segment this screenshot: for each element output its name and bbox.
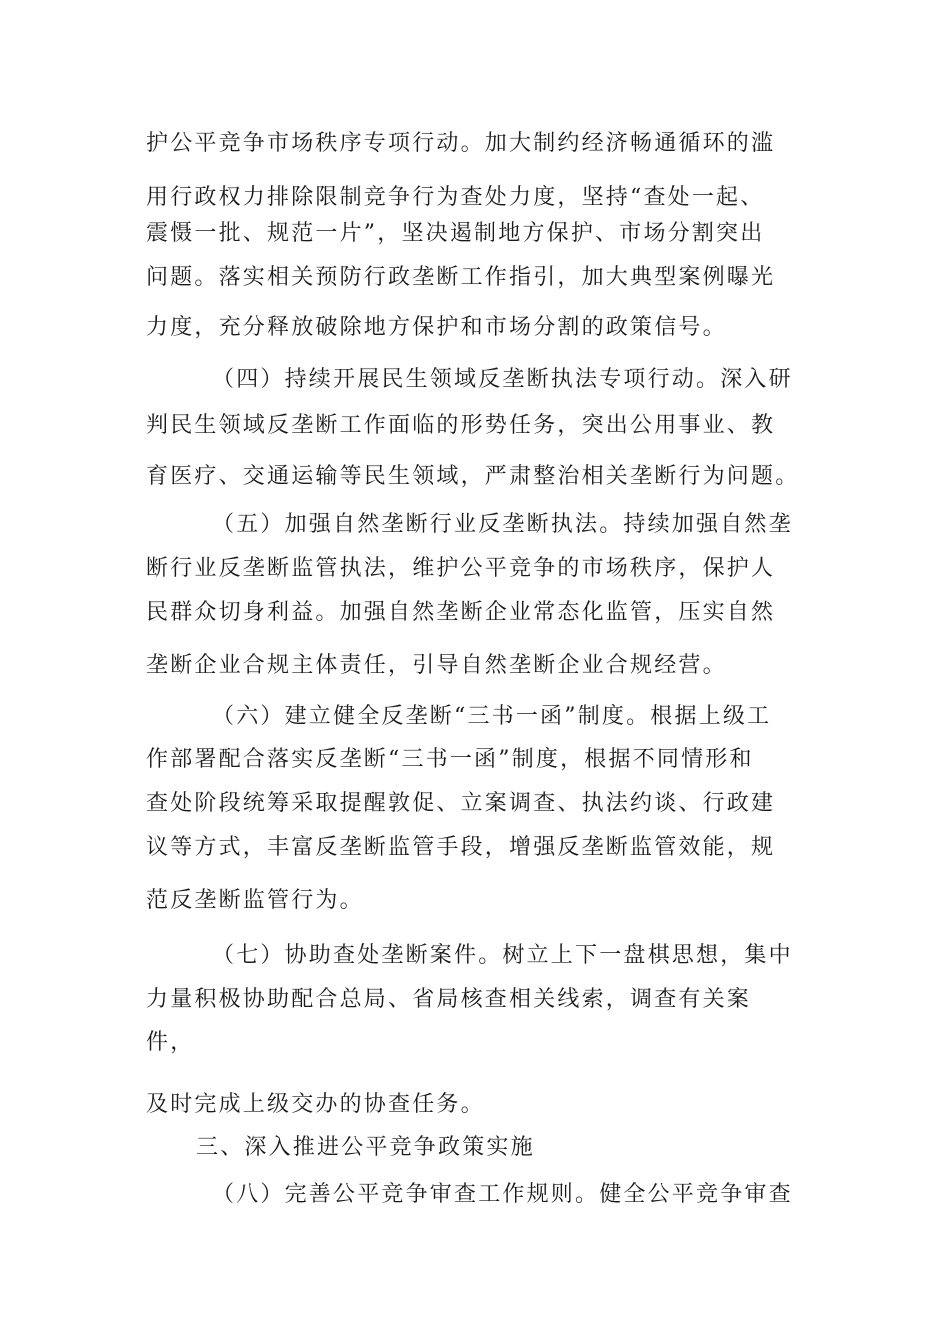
paragraph-line: 用行政权力排除限制竞争行为查处力度，坚持“查处一起、 — [146, 185, 765, 210]
paragraph-line: （八）完善公平竞争审查工作规则。健全公平竞争审查 — [212, 1182, 793, 1207]
section-heading: 三、深入推进公平竞争政策实施 — [196, 1135, 535, 1160]
paragraph-line: 范反垄断监管行为。 — [146, 888, 364, 913]
paragraph-line: 护公平竞争市场秩序专项行动。加大制约经济畅通循环的滥 — [146, 131, 776, 156]
paragraph-line: 断行业反垄断监管执法，维护公平竞争的市场秩序，保护人 — [146, 556, 776, 581]
paragraph-line: 判民生领域反垄断工作面临的形势任务，突出公用事业、教 — [146, 413, 776, 438]
paragraph-line: 力度，充分释放破除地方保护和市场分割的政策信号。 — [146, 315, 727, 340]
paragraph-line: （五）加强自然垄断行业反垄断执法。持续加强自然垄 — [212, 512, 793, 537]
paragraph-line: 查处阶段统筹采取提醒敦促、立案调查、执法约谈、行政建 — [146, 791, 776, 816]
paragraph-line: 垄断企业合规主体责任，引导自然垄断企业合规经营。 — [146, 653, 727, 678]
paragraph-line: 育医疗、交通运输等民生领域，严肃整治相关垄断行为问题。 — [146, 464, 800, 489]
paragraph-line: 及时完成上级交办的协查任务。 — [146, 1092, 485, 1117]
paragraph-line: （七）协助查处垄断案件。树立上下一盘棋思想，集中 — [212, 943, 793, 968]
paragraph-line: 问题。落实相关预防行政垄断工作指引，加大典型案例曝光 — [146, 265, 776, 290]
paragraph-line: 力量积极协助配合总局、省局核查相关线索，调查有关案 — [146, 987, 752, 1012]
paragraph-line: 民群众切身利益。加强自然垄断企业常态化监管，压实自然 — [146, 600, 776, 625]
paragraph-line: （六）建立健全反垄断“三书一函”制度。根据上级工 — [212, 704, 772, 729]
paragraph-line: （四）持续开展民生领域反垄断执法专项行动。深入研 — [212, 367, 793, 392]
paragraph-line: 议等方式，丰富反垄断监管手段，增强反垄断监管效能，规 — [146, 835, 776, 860]
paragraph-line: 作部署配合落实反垄断“三书一函”制度，根据不同情形和 — [146, 747, 754, 772]
paragraph-line: 震慑一批、规范一片”，坚决遏制地方保护、市场分割突出 — [146, 221, 765, 246]
paragraph-line: 件， — [146, 1030, 195, 1055]
